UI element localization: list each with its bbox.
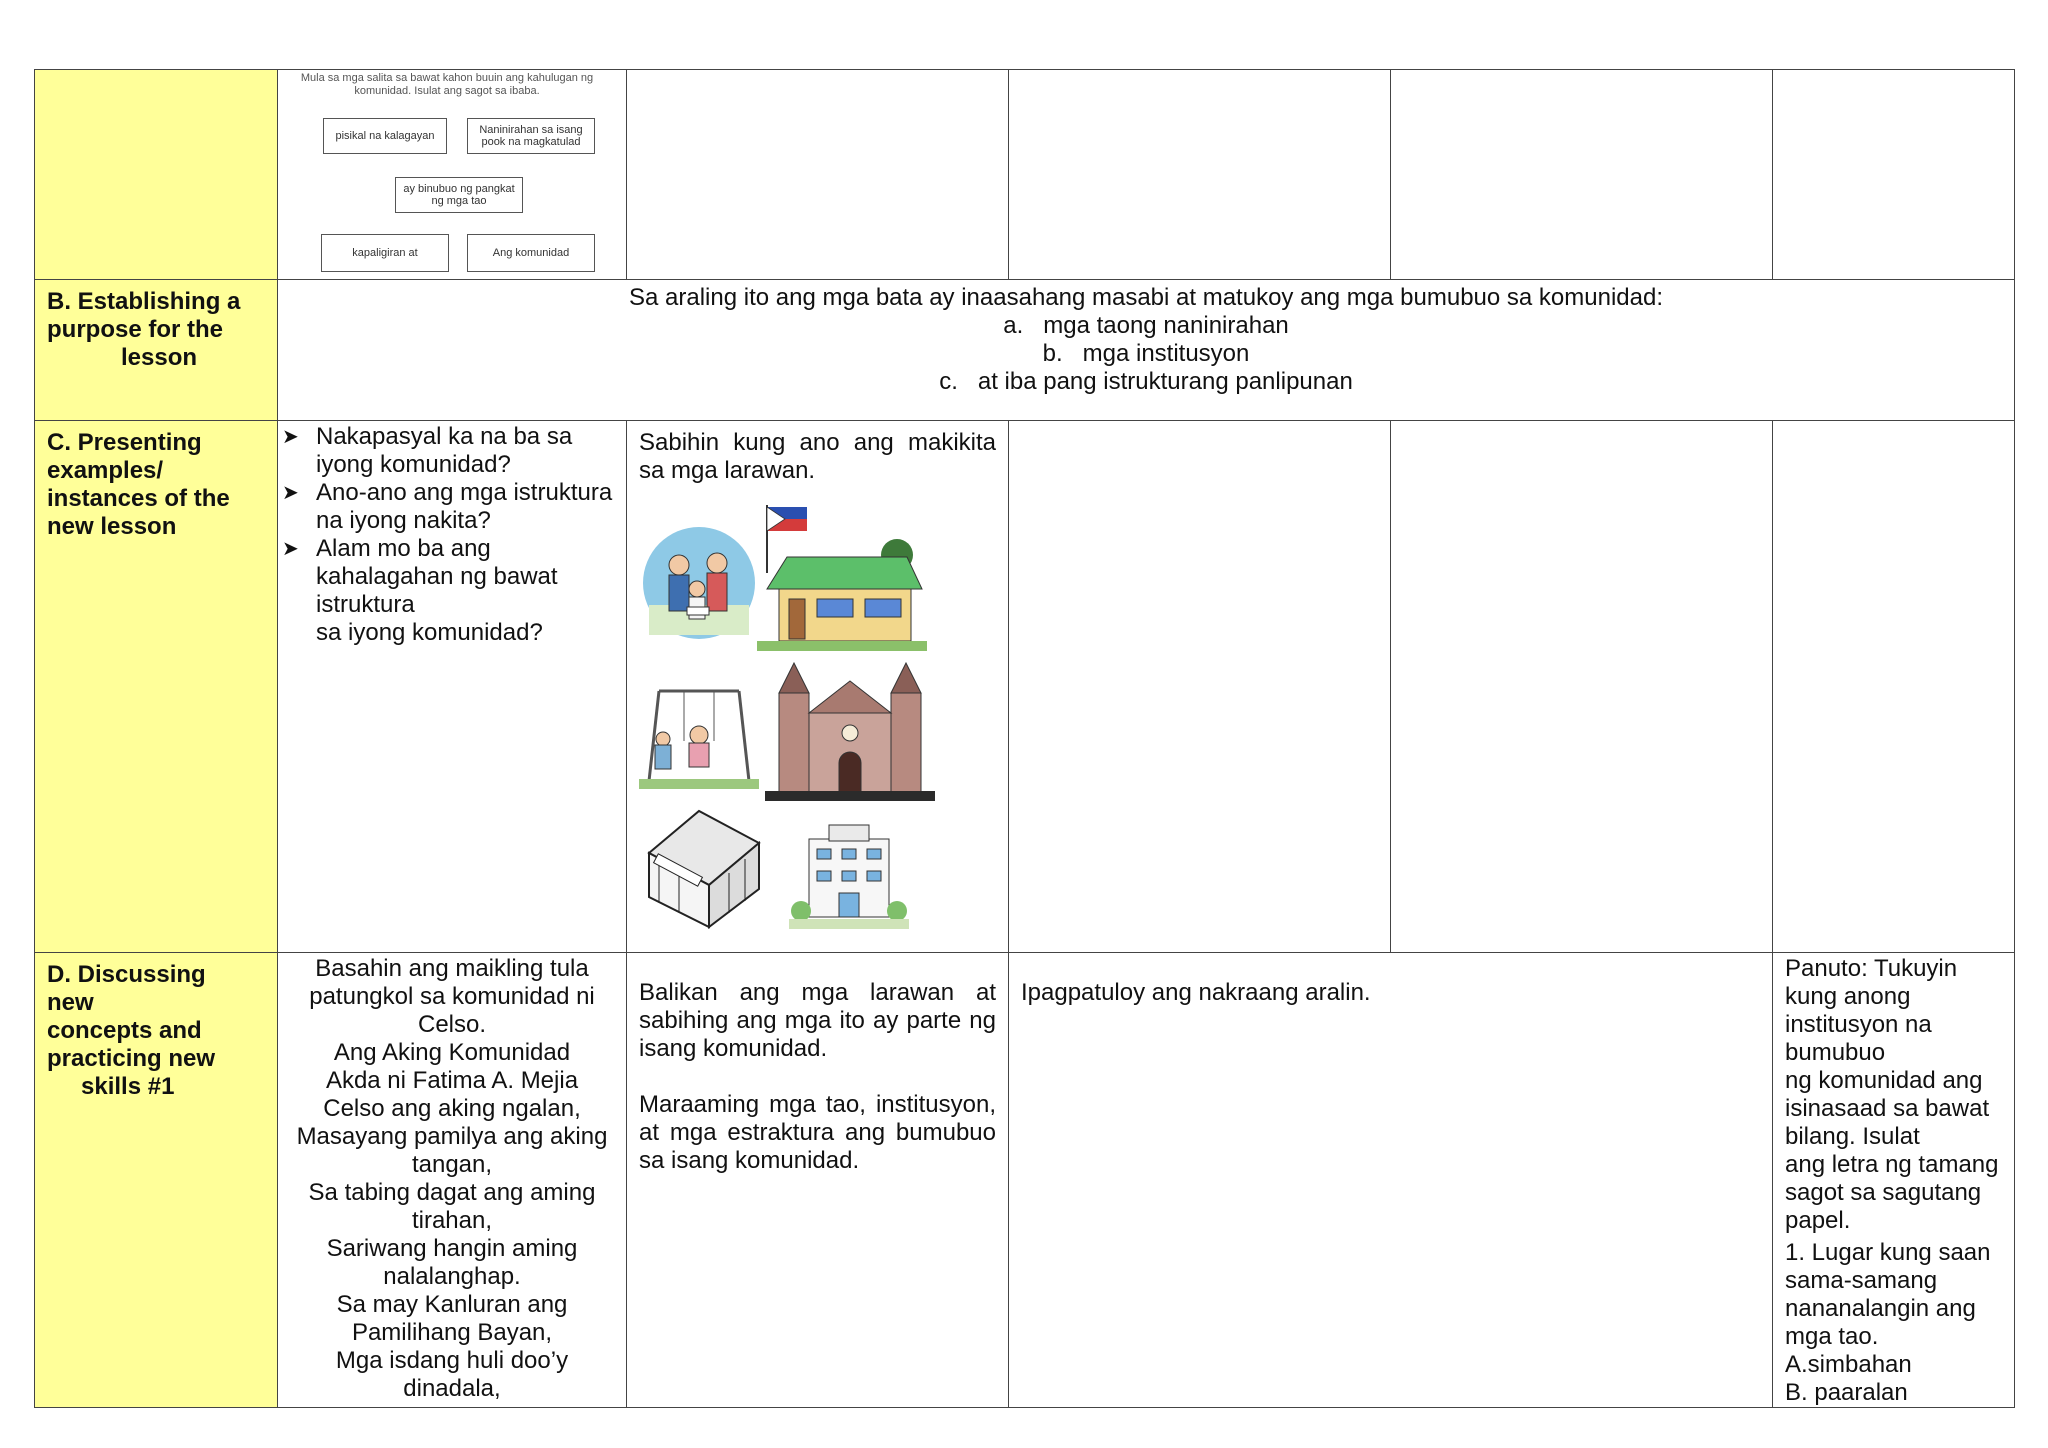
label-line: skills #1 bbox=[81, 1073, 175, 1100]
purpose-intro: Sa araling ito ang mga bata ay inaasahang masabi at matukoy ang mga bumubuo sa komunidad: bbox=[629, 284, 1663, 311]
activity-cell bbox=[278, 70, 627, 280]
poem-line: Mga isdang huli doo’y dinadala, bbox=[335, 1347, 569, 1402]
label-line: new bbox=[47, 989, 94, 1016]
poem-line: Celso ang aking ngalan, bbox=[323, 1095, 581, 1122]
church-illustration bbox=[765, 653, 935, 803]
label-line: C. Presenting bbox=[47, 429, 202, 456]
questions-cell bbox=[278, 421, 627, 953]
question-tail: sa iyong komunidad? bbox=[316, 619, 543, 646]
label-line: new lesson bbox=[47, 513, 177, 540]
word-box: kapaligiran at bbox=[321, 234, 449, 272]
exercise-line: ng komunidad ang isinasaad sa bawat bilang. Isulat bbox=[1785, 1067, 1990, 1150]
purpose-item: c. at iba pang istrukturang panlipunan bbox=[939, 368, 1353, 395]
row-b-label bbox=[35, 280, 278, 421]
activity-instruction: Mula sa mga salita sa bawat kahon buuin ang kahulugan ng komunidad. Isulat ang sagot sa ibaba. bbox=[300, 72, 594, 97]
question-item: ➤ Ano-ano ang mga istruktura na iyong nakita? bbox=[280, 479, 614, 535]
public-market-illustration bbox=[639, 803, 769, 933]
word-box: ay binubuo ng pangkat ng mga tao bbox=[395, 177, 523, 213]
pictures-instruction: Sabihin kung ano ang makikita sa mga larawan. bbox=[639, 429, 996, 484]
pictures-cell bbox=[627, 421, 1009, 953]
empty-cell bbox=[1009, 421, 1391, 953]
discussion-cell bbox=[627, 953, 1009, 1408]
exercise-choice: A.simbahan bbox=[1785, 1351, 1912, 1378]
picture-collage bbox=[639, 503, 939, 943]
poem-cell bbox=[278, 953, 627, 1408]
label-line: D. Discussing bbox=[47, 961, 206, 988]
label-line: practicing new bbox=[47, 1045, 216, 1072]
row-b bbox=[35, 280, 2015, 421]
house-illustration bbox=[757, 535, 927, 655]
label-line: lesson bbox=[121, 344, 198, 371]
row-d bbox=[35, 953, 2015, 1408]
discussion-p1: Balikan ang mga larawan at sabihing ang mga ito ay parte ng isang komunidad. bbox=[639, 979, 996, 1062]
label-line: concepts and bbox=[47, 1017, 202, 1044]
exercise-line: Panuto: Tukuyin kung anong institusyon na bumubuo bbox=[1785, 955, 1958, 1066]
empty-cell bbox=[1391, 421, 1773, 953]
empty-cell bbox=[627, 70, 1009, 280]
label-line: B. Establishing a bbox=[47, 288, 241, 315]
question-list bbox=[280, 423, 614, 619]
empty-cell bbox=[1009, 70, 1391, 280]
purpose-item: a. mga taong naninirahan bbox=[1003, 312, 1289, 339]
word-box: Ang komunidad bbox=[467, 234, 595, 272]
exercise-cell bbox=[1773, 953, 2015, 1408]
exercise-question: 1. Lugar kung saan sama-samang nananalangin ang mga tao. bbox=[1785, 1239, 1991, 1350]
lesson-plan-table bbox=[34, 69, 2015, 1408]
row-c bbox=[35, 421, 2015, 953]
poem-author: Akda ni Fatima A. Mejia bbox=[325, 1067, 579, 1094]
label-line: examples/ bbox=[47, 457, 164, 484]
poem-title: Ang Aking Komunidad bbox=[333, 1039, 571, 1066]
hospital-illustration bbox=[789, 819, 909, 933]
playground-illustration bbox=[639, 681, 759, 791]
poem-intro: Basahin ang maikling tula patungkol sa komunidad ni Celso. bbox=[309, 955, 595, 1038]
purpose-item: b. mga institusyon bbox=[1042, 340, 1250, 367]
word-box: pisikal na kalagayan bbox=[323, 118, 447, 154]
discussion-p2: Maraaming mga tao, institusyon, at mga estraktura ang bumubuo sa isang komunidad. bbox=[639, 1091, 996, 1174]
row-a-label bbox=[35, 70, 278, 280]
exercise-line: ang letra ng tamang sagot sa sagutang papel. bbox=[1785, 1151, 1999, 1234]
empty-cell bbox=[1773, 70, 2015, 280]
question-item: ➤ Alam mo ba ang kahalagahan ng bawat istruktura bbox=[280, 535, 614, 619]
empty-cell bbox=[1773, 421, 2015, 953]
activity-figure bbox=[278, 70, 626, 278]
label-line: purpose for the bbox=[47, 316, 224, 343]
word-box: Naninirahan sa isang pook na magkatulad bbox=[467, 118, 595, 154]
poem-line: Sariwang hangin aming nalalanghap. bbox=[326, 1235, 578, 1290]
exercise-choice: B. paaralan bbox=[1785, 1379, 1908, 1406]
continue-text: Ipagpatuloy ang nakraang aralin. bbox=[1021, 979, 1371, 1006]
poem-line: Sa may Kanluran ang Pamilihang Bayan, bbox=[336, 1291, 568, 1346]
family-illustration bbox=[639, 523, 759, 643]
row-a bbox=[35, 70, 2015, 280]
row-c-label bbox=[35, 421, 278, 953]
empty-cell bbox=[1391, 70, 1773, 280]
row-d-label bbox=[35, 953, 278, 1408]
continue-cell bbox=[1009, 953, 1773, 1408]
purpose-cell bbox=[278, 280, 2015, 421]
question-item: ➤ Nakapasyal ka na ba sa iyong komunidad? bbox=[280, 423, 614, 479]
label-line: instances of the bbox=[47, 485, 230, 512]
poem-line: Sa tabing dagat ang aming tirahan, bbox=[308, 1179, 596, 1234]
poem-line: Masayang pamilya ang aking tangan, bbox=[296, 1123, 608, 1178]
